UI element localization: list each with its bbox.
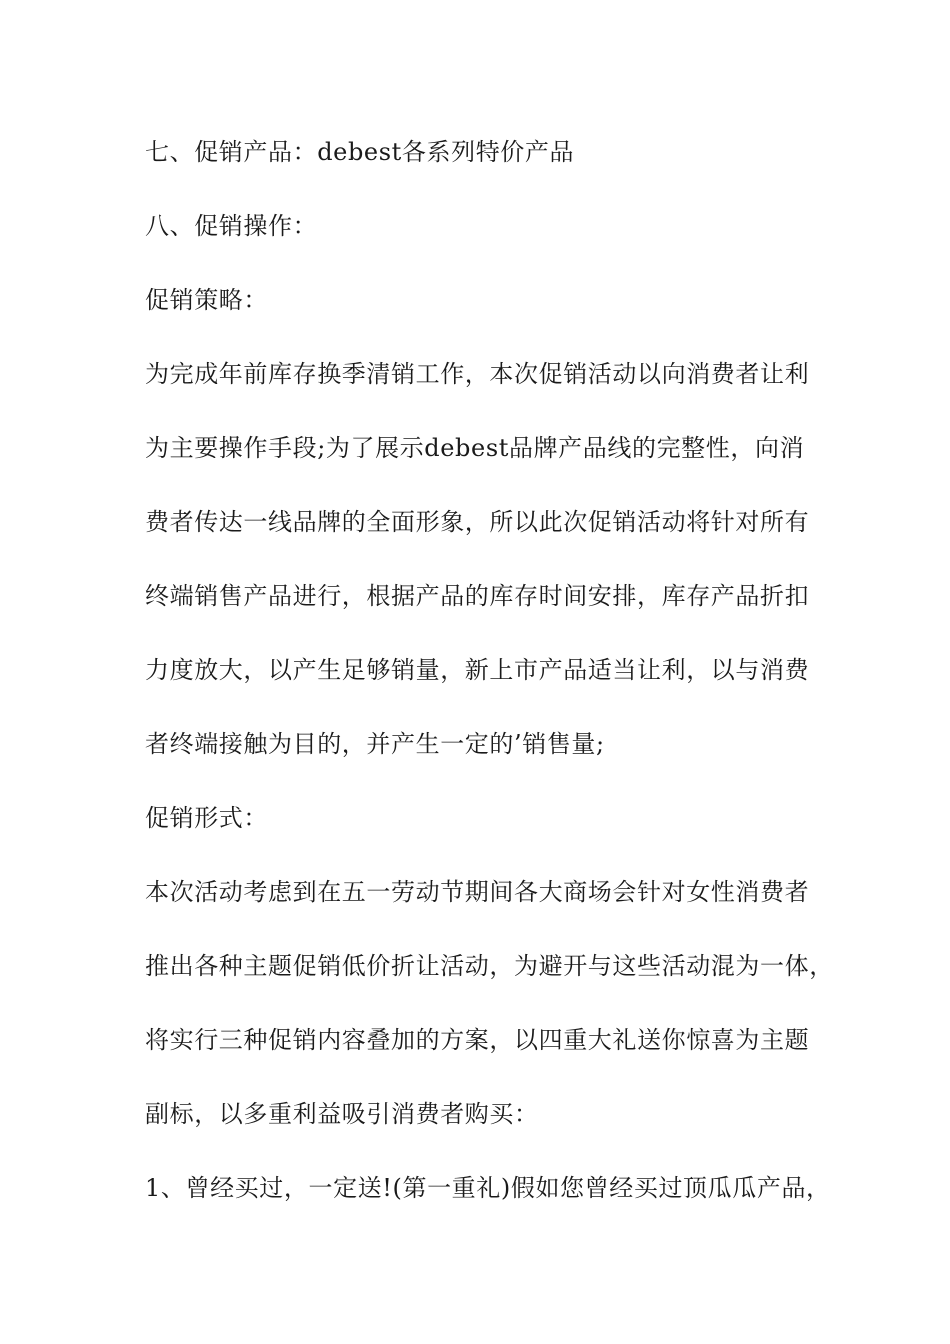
- subheading-promo-strategy: 促销策略：: [145, 286, 268, 314]
- paragraph-line: 副标，以多重利益吸引消费者购买：: [145, 1100, 539, 1128]
- paragraph-line: 终端销售产品进行，根据产品的库存时间安排，库存产品折扣: [145, 582, 810, 610]
- list-item-first-gift: 1、曾经买过，一定送!(第一重礼)假如您曾经买过顶瓜瓜产品，: [145, 1174, 831, 1202]
- paragraph-line: 费者传达一线品牌的全面形象，所以此次促销活动将针对所有: [145, 508, 810, 536]
- paragraph-line: 将实行三种促销内容叠加的方案，以四重大礼送你惊喜为主题: [145, 1026, 810, 1054]
- paragraph-line: 为主要操作手段;为了展示debest品牌产品线的完整性，向消: [145, 434, 805, 462]
- section-heading-promo-operations: 八、促销操作：: [145, 212, 318, 240]
- subheading-promo-form: 促销形式：: [145, 804, 268, 832]
- paragraph-line: 推出各种主题促销低价折让活动，为避开与这些活动混为一体，: [145, 952, 834, 980]
- paragraph-line: 力度放大，以产生足够销量，新上市产品适当让利，以与消费: [145, 656, 810, 684]
- section-heading-promo-products: 七、促销产品：debest各系列特价产品: [145, 138, 575, 166]
- paragraph-line: 本次活动考虑到在五一劳动节期间各大商场会针对女性消费者: [145, 878, 810, 906]
- paragraph-line: 为完成年前库存换季清销工作，本次促销活动以向消费者让利: [145, 360, 810, 388]
- paragraph-line: 者终端接触为目的，并产生一定的’销售量;: [145, 730, 605, 758]
- document-body: [145, 130, 835, 1240]
